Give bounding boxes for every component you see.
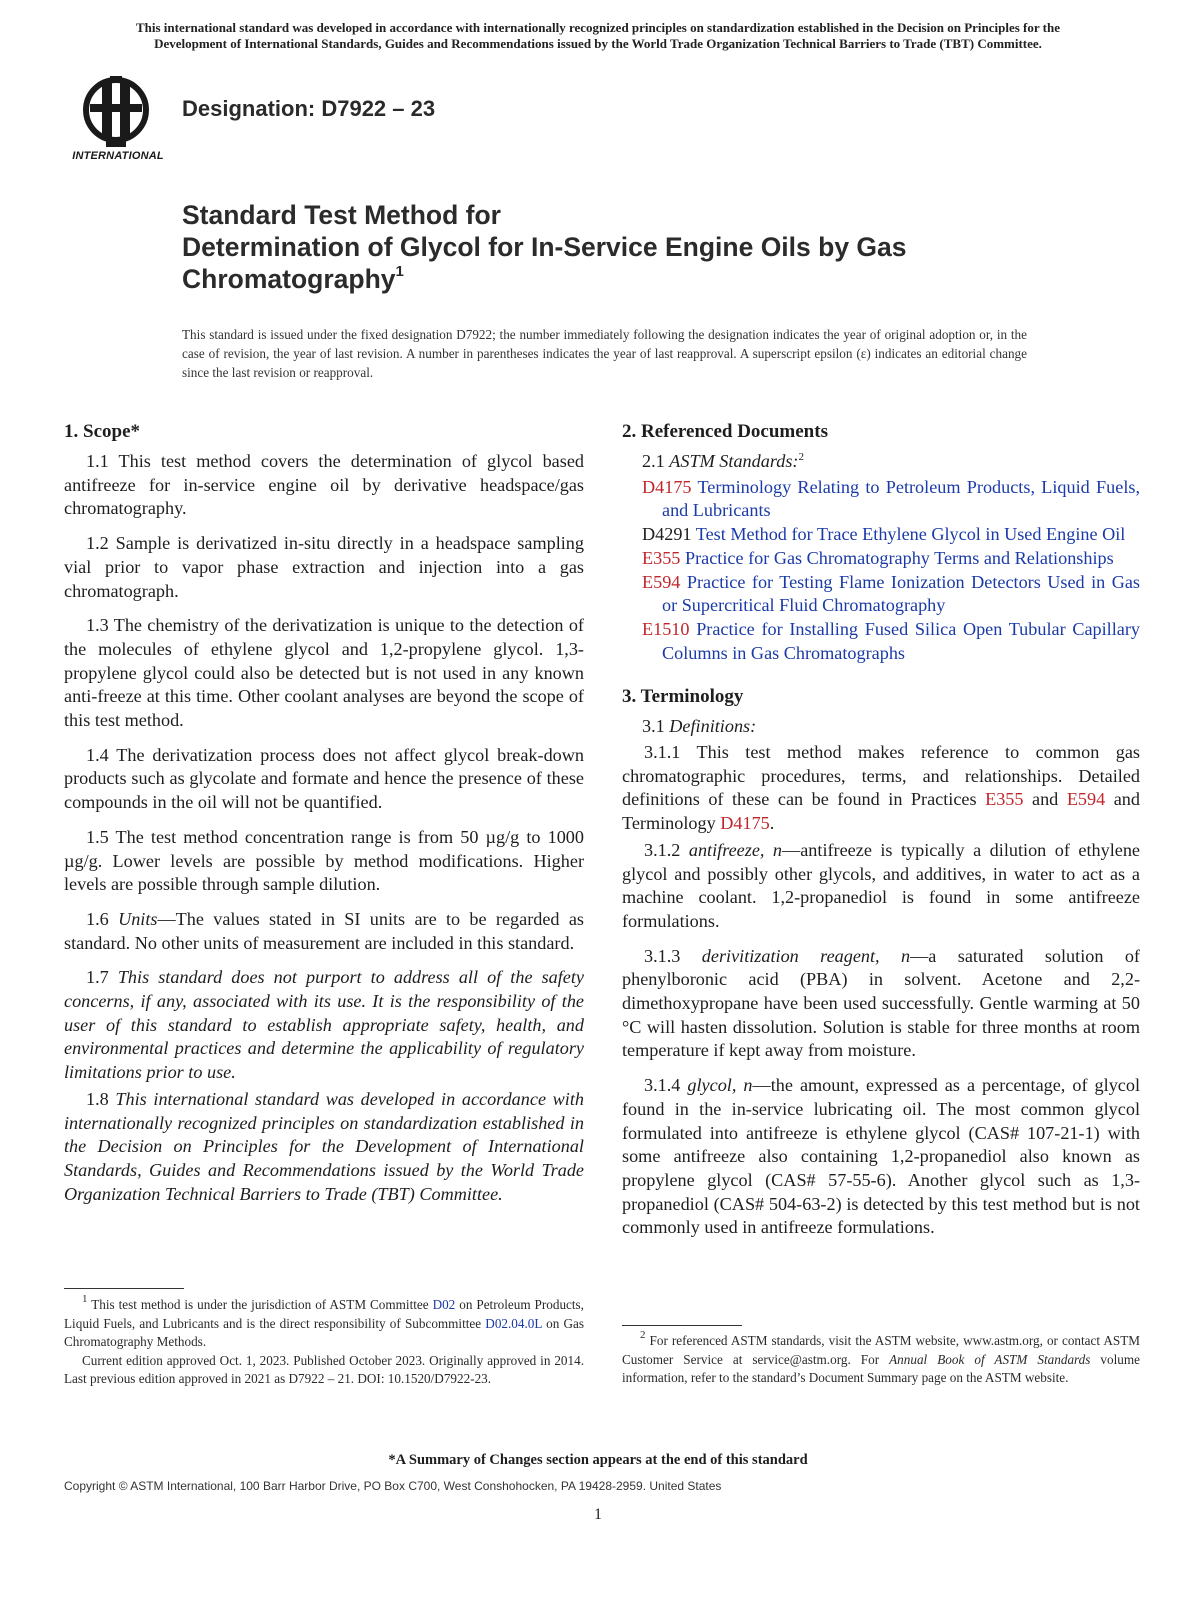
referenced-documents-heading: 2. Referenced Documents bbox=[622, 421, 828, 442]
ref-title-link[interactable]: Practice for Gas Chromatography Terms and Relationships bbox=[684, 547, 1114, 568]
scope-1-3: 1.3 The chemistry of the derivatization is unique to the detection of the molecules of ethylene glycol and 1,2-propylene glycol. 1,3-propylene glycol could also be detected but is not used in any known anti-freeze at this time. Other coolant analyses are beyond the scope of this test method. bbox=[64, 615, 584, 731]
footnote-2-para bbox=[622, 1329, 1140, 1388]
footnote-2-mark: 2 bbox=[640, 1329, 646, 1341]
ref-code-link[interactable]: E594 bbox=[642, 571, 681, 592]
footnote-1-b: on Petroleum Products, Liquid Fuels, and Lubricants and is the direct responsibility of Subcommittee bbox=[64, 1297, 584, 1331]
scope-1-6-term: Units bbox=[118, 908, 158, 929]
scope-1-1: 1.1 This test method covers the determination of glycol based antifreeze for in-service engine oil by derivative headspace/gas chromatography. bbox=[64, 451, 584, 519]
astm-standards-footnote-mark: 2 bbox=[798, 451, 804, 463]
scope-1-6-text: —The values stated in SI units are to be regarded as standard. No other units of measurement are included in this standard. bbox=[64, 908, 584, 953]
term-3-1-2-num: 3.1.2 bbox=[644, 839, 689, 860]
term-3-1-3-text: —a saturated solution of phenylboronic acid (PBA) in solvent. Acetone and 2,2-dimethoxypropane have been used successfully. Gentle warming at 50 °C will hasten dissolution. Solution is stable for three months at room temperature if kept away from moisture. bbox=[622, 945, 1140, 1061]
term-3-1-3-num: 3.1.3 bbox=[644, 945, 702, 966]
title-footnote-mark: 1 bbox=[395, 263, 404, 280]
footnote-rule-left bbox=[64, 1288, 184, 1289]
ref-title-link[interactable]: Test Method for Trace Ethylene Glycol in Used Engine Oil bbox=[695, 524, 1126, 545]
term-3-1-3-term: derivitization reagent, n bbox=[701, 945, 911, 966]
ref-title-link[interactable]: Terminology Relating to Petroleum Products, Liquid Fuels, and Lubricants bbox=[662, 476, 1140, 521]
footnote-1-a: This test method is under the jurisdiction of ASTM Committee bbox=[87, 1297, 433, 1312]
designation: Designation: D7922 – 23 bbox=[182, 96, 436, 121]
definitions-text: Definitions: bbox=[669, 716, 757, 737]
top-notice-line2: Development of International Standards, Guides and Recommendations issued by the World Trade Organization Technical Barriers to Trade (TBT) Committee. bbox=[154, 36, 1042, 51]
ref-title-link[interactable]: Practice for Testing Flame Ionization Detectors Used in Gas or Supercritical Fluid Chromatography bbox=[662, 571, 1141, 616]
footnote-rule-right bbox=[622, 1325, 742, 1326]
e594-link[interactable]: E594 bbox=[1066, 789, 1106, 810]
left-column bbox=[64, 420, 584, 1217]
logo-international-text: INTERNATIONAL bbox=[72, 150, 164, 162]
scope-1-6 bbox=[64, 908, 584, 955]
d02-04-0l-link[interactable]: D02.04.0L bbox=[485, 1315, 542, 1331]
astm-standards-label bbox=[622, 450, 1140, 474]
scope-1-8 bbox=[64, 1088, 584, 1207]
ref-code-link[interactable]: E355 bbox=[642, 547, 681, 568]
scope-1-8-num: 1.8 bbox=[86, 1088, 116, 1109]
term-3-1-4-term: glycol, n bbox=[687, 1075, 753, 1096]
term-3-1-4-text: —the amount, expressed as a percentage, of glycol found in the in-service lubricating oil. The most common glycol formulated into antifreeze is ethylene glycol (CAS# 107-21-1) with some antifreeze also containing 1,2-propanediol also known as propylene glycol (CAS# 57-55-6). Another glycol such as 1,3-propanediol (CAS# 504-63-2) is detected by this test method but is not commonly used in antifreeze formulations. bbox=[622, 1075, 1141, 1238]
scope-1-7 bbox=[64, 966, 584, 1085]
footnote-1-mark: 1 bbox=[82, 1293, 88, 1305]
astm-standards-text: ASTM Standards: bbox=[669, 451, 799, 471]
ref-item bbox=[622, 476, 1140, 523]
term-3-1-2-term: antifreeze, n bbox=[688, 839, 783, 860]
title-line2: Determination of Glycol for In-Service Engine Oils by Gas bbox=[182, 232, 907, 262]
top-notice bbox=[58, 20, 1138, 52]
term-3-1-4 bbox=[622, 1074, 1140, 1240]
ref-item bbox=[622, 571, 1140, 618]
ref-title-link[interactable]: Practice for Installing Fused Silica Open Tubular Capillary Columns in Gas Chromatographs bbox=[662, 618, 1140, 663]
term-3-1-1-b: and bbox=[1023, 789, 1067, 810]
term-3-1-1-a: 3.1.1 This test method makes reference to common gas chromatographic procedures, terms, and relationships. Detailed definitions of these can be found in Practices bbox=[622, 742, 1140, 810]
ref-item bbox=[622, 523, 1140, 547]
terminology-heading: 3. Terminology bbox=[622, 686, 744, 708]
term-3-1-2-text: —antifreeze is typically a dilution of ethylene glycol and possibly other glycols, and additives, in water to act as a machine coolant. 1,2-propanediol is found in some antifreeze formulations. bbox=[622, 839, 1140, 931]
scope-1-4: 1.4 The derivatization process does not affect glycol break-down products such as glycolate and formate and hence the presence of these compounds in the oil will not be quantified. bbox=[64, 744, 584, 813]
ref-item bbox=[622, 618, 1140, 665]
footnote-1 bbox=[64, 1293, 584, 1389]
scope-1-7-text: This standard does not purport to address all of the safety concerns, if any, associated with its use. It is the responsibility of the user of this standard to establish appropriate safety, health, and environmental practices and determine the applicability of regulatory limitations prior to use. bbox=[64, 967, 585, 1083]
definitions-num: 3.1 bbox=[642, 716, 670, 737]
copyright-line: Copyright © ASTM International, 100 Barr Harbor Drive, PO Box C700, West Conshohocken, PA 19428-2959. United States bbox=[64, 1479, 722, 1493]
title-line1: Standard Test Method for bbox=[182, 200, 501, 230]
footnote-2 bbox=[622, 1329, 1140, 1388]
scope-heading: 1. Scope* bbox=[64, 421, 140, 442]
summary-of-changes-note: *A Summary of Changes section appears at the end of this standard bbox=[388, 1452, 808, 1468]
astm-logo-icon bbox=[66, 72, 170, 152]
footnote-2-b: volume information, refer to the standard’s Document Summary page on the ASTM website. bbox=[622, 1351, 1140, 1385]
top-notice-line1: This international standard was developed in accordance with internationally recognized principles on standardization established in the Decision on Principles for the bbox=[135, 20, 1060, 35]
ref-code-link[interactable]: D4175 bbox=[642, 476, 692, 497]
d4175-link[interactable]: D4175 bbox=[720, 813, 770, 834]
term-3-1-2 bbox=[622, 839, 1140, 934]
ref-code-link[interactable]: E1510 bbox=[642, 618, 690, 639]
footnote-2-italic: Annual Book of ASTM Standards bbox=[889, 1351, 1091, 1367]
title-line3 bbox=[182, 263, 1082, 295]
term-3-1-1 bbox=[622, 741, 1140, 836]
astm-logo bbox=[66, 72, 170, 164]
ref-item bbox=[622, 547, 1140, 571]
astm-standards-num: 2.1 bbox=[642, 451, 670, 471]
term-3-1-3 bbox=[622, 945, 1140, 1064]
scope-1-6-num: 1.6 bbox=[86, 908, 119, 929]
right-column bbox=[622, 420, 1140, 1251]
title-line3-text: Chromatography bbox=[182, 264, 396, 294]
page-number: 1 bbox=[594, 1506, 602, 1523]
footnote-1-para1 bbox=[64, 1293, 584, 1352]
e355-link[interactable]: E355 bbox=[985, 789, 1024, 810]
ref-code: D4291 bbox=[642, 524, 692, 545]
scope-1-7-num: 1.7 bbox=[86, 967, 118, 988]
definitions-label bbox=[622, 715, 1140, 739]
footnote-1-c: on Gas Chromatography Methods. bbox=[64, 1315, 584, 1349]
term-3-1-1-c: and Terminology bbox=[622, 789, 1140, 834]
footnote-2-a: For referenced ASTM standards, visit the ASTM website, www.astm.org, or contact ASTM Customer Service at service@astm.org. For bbox=[622, 1333, 1140, 1367]
scope-1-5: 1.5 The test method concentration range is from 50 µg/g to 1000 µg/g. Lower levels are possible by method modifications. Higher levels are possible through sample dilution. bbox=[64, 826, 584, 895]
footnote-1-para2: Current edition approved Oct. 1, 2023. Published October 2023. Originally approved in 2014. Last previous edition approved in 2021 as D7922 – 21. DOI: 10.1520/D7922-23. bbox=[64, 1352, 584, 1386]
scope-1-2: 1.2 Sample is derivatized in-situ directly in a headspace sampling vial prior to vapor phase extraction and injection into a gas chromatograph. bbox=[64, 533, 584, 601]
term-3-1-1-d: . bbox=[769, 813, 775, 834]
term-3-1-4-num: 3.1.4 bbox=[644, 1075, 688, 1096]
scope-1-8-text: This international standard was developed in accordance with internationally recognized principles on standardization established in the Decision on Principles for the Development of International Standards, Guides and Recommendations issued by the World Trade Organization Technical Barriers to Trade (TBT) Committee. bbox=[64, 1088, 585, 1204]
document-title bbox=[182, 199, 1082, 295]
d02-link[interactable]: D02 bbox=[432, 1297, 456, 1312]
issued-note: This standard is issued under the fixed designation D7922; the number immediately following the designation indicates the year of original adoption or, in the case of revision, the year of last revision. A number in parentheses indicates the year of last reapproval. A superscript epsilon (ε) indicates an editorial change since the last revision or reapproval. bbox=[182, 327, 1027, 380]
